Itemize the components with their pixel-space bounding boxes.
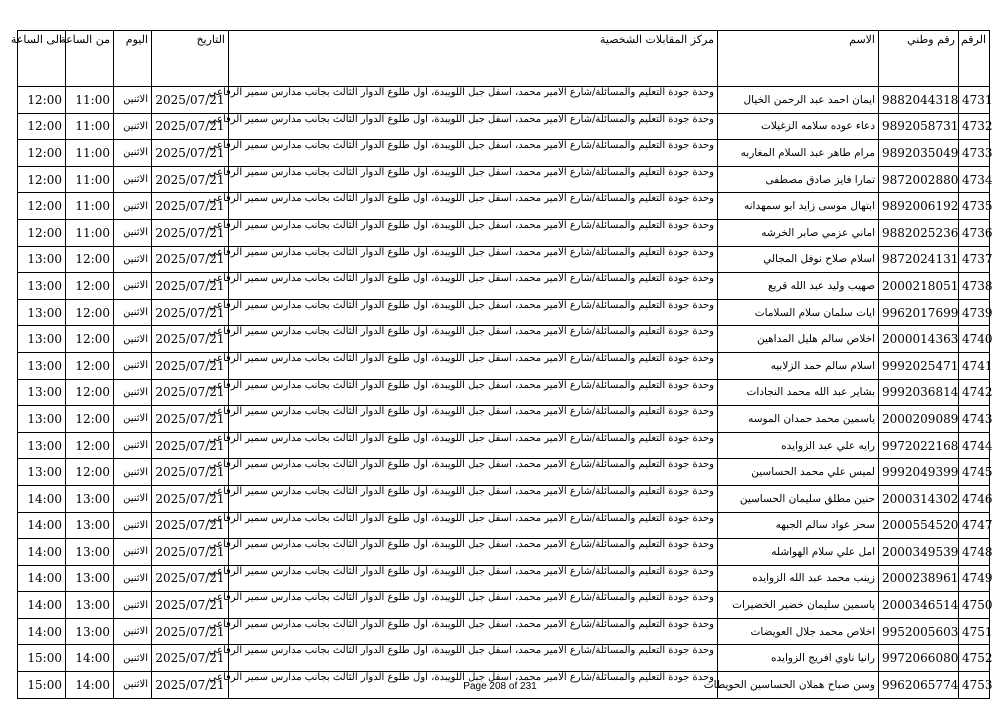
national-id-cell: 2000218051 (879, 273, 959, 300)
table-row (18, 166, 990, 193)
header-number: الرقم (959, 31, 990, 87)
day-cell: الاثنين (114, 512, 152, 539)
center-cell: وحدة جودة التعليم والمسائلة/شارع الامير محمد، اسفل جبل اللويبدة، اول طلوع الدوار الثالث بجانب مدارس سمير الرفاعي (229, 592, 718, 619)
table-row (18, 618, 990, 645)
table-row (18, 485, 990, 512)
to-time-cell: 13:00 (18, 299, 66, 326)
name-cell: اخلاص سالم هليل المداهين (718, 326, 879, 353)
name-cell: زينب محمد عبد الله الزوايده (718, 565, 879, 592)
from-time-cell: 13:00 (66, 485, 114, 512)
date-cell: 2025/07/21 (152, 406, 229, 433)
to-time-cell: 13:00 (18, 459, 66, 486)
from-time-cell: 12:00 (66, 459, 114, 486)
to-time-cell: 13:00 (18, 406, 66, 433)
national-id-cell: 2000346514 (879, 592, 959, 619)
date-cell: 2025/07/21 (152, 379, 229, 406)
date-cell: 2025/07/21 (152, 140, 229, 167)
to-time-cell: 12:00 (18, 219, 66, 246)
national-id-cell: 2000349539 (879, 539, 959, 566)
table-row (18, 406, 990, 433)
table-row (18, 193, 990, 220)
name-cell: تمارا فايز صادق مصطفى (718, 166, 879, 193)
center-cell: وحدة جودة التعليم والمسائلة/شارع الامير محمد، اسفل جبل اللويبدة، اول طلوع الدوار الثالث بجانب مدارس سمير الرفاعي (229, 618, 718, 645)
day-cell: الاثنين (114, 459, 152, 486)
day-cell: الاثنين (114, 672, 152, 699)
center-cell: وحدة جودة التعليم والمسائلة/شارع الامير محمد، اسفل جبل اللويبدة، اول طلوع الدوار الثالث بجانب مدارس سمير الرفاعي (229, 512, 718, 539)
center-cell: وحدة جودة التعليم والمسائلة/شارع الامير محمد، اسفل جبل اللويبدة، اول طلوع الدوار الثالث بجانب مدارس سمير الرفاعي (229, 193, 718, 220)
national-id-cell: 9872024131 (879, 246, 959, 273)
date-cell: 2025/07/21 (152, 512, 229, 539)
center-cell: وحدة جودة التعليم والمسائلة/شارع الامير محمد، اسفل جبل اللويبدة، اول طلوع الدوار الثالث بجانب مدارس سمير الرفاعي (229, 645, 718, 672)
day-cell: الاثنين (114, 645, 152, 672)
day-cell: الاثنين (114, 299, 152, 326)
from-time-cell: 13:00 (66, 512, 114, 539)
center-cell: وحدة جودة التعليم والمسائلة/شارع الامير محمد، اسفل جبل اللويبدة، اول طلوع الدوار الثالث بجانب مدارس سمير الرفاعي (229, 87, 718, 114)
name-cell: اخلاص محمد جلال العويضات (718, 618, 879, 645)
to-time-cell: 12:00 (18, 113, 66, 140)
date-cell: 2025/07/21 (152, 326, 229, 353)
from-time-cell: 12:00 (66, 273, 114, 300)
date-cell: 2025/07/21 (152, 592, 229, 619)
name-cell: وسن صباح هملان الحساسين الحويطات (718, 672, 879, 699)
center-cell: وحدة جودة التعليم والمسائلة/شارع الامير محمد، اسفل جبل اللويبدة، اول طلوع الدوار الثالث بجانب مدارس سمير الرفاعي (229, 246, 718, 273)
national-id-cell: 9992036814 (879, 379, 959, 406)
name-cell: رايه علي عبد الزوايده (718, 432, 879, 459)
name-cell: صهيب وليد عبد الله قريع (718, 273, 879, 300)
table-row (18, 565, 990, 592)
date-cell: 2025/07/21 (152, 459, 229, 486)
date-cell: 2025/07/21 (152, 672, 229, 699)
national-id-cell: 2000209089 (879, 406, 959, 433)
day-cell: الاثنين (114, 592, 152, 619)
date-cell: 2025/07/21 (152, 166, 229, 193)
header-day: اليوم (114, 31, 152, 87)
table-row (18, 512, 990, 539)
to-time-cell: 13:00 (18, 379, 66, 406)
to-time-cell: 13:00 (18, 432, 66, 459)
number-cell: 4733 (959, 140, 990, 167)
from-time-cell: 11:00 (66, 219, 114, 246)
table-row (18, 113, 990, 140)
table-row (18, 645, 990, 672)
center-cell: وحدة جودة التعليم والمسائلة/شارع الامير محمد، اسفل جبل اللويبدة، اول طلوع الدوار الثالث بجانب مدارس سمير الرفاعي (229, 166, 718, 193)
from-time-cell: 14:00 (66, 672, 114, 699)
table-row (18, 432, 990, 459)
number-cell: 4744 (959, 432, 990, 459)
center-cell: وحدة جودة التعليم والمسائلة/شارع الامير محمد، اسفل جبل اللويبدة، اول طلوع الدوار الثالث بجانب مدارس سمير الرفاعي (229, 485, 718, 512)
day-cell: الاثنين (114, 140, 152, 167)
from-time-cell: 13:00 (66, 539, 114, 566)
national-id-cell: 9952005603 (879, 618, 959, 645)
number-cell: 4735 (959, 193, 990, 220)
table-row (18, 219, 990, 246)
national-id-cell: 9882044318 (879, 87, 959, 114)
number-cell: 4741 (959, 352, 990, 379)
date-cell: 2025/07/21 (152, 246, 229, 273)
day-cell: الاثنين (114, 352, 152, 379)
from-time-cell: 12:00 (66, 432, 114, 459)
center-cell: وحدة جودة التعليم والمسائلة/شارع الامير محمد، اسفل جبل اللويبدة، اول طلوع الدوار الثالث بجانب مدارس سمير الرفاعي (229, 565, 718, 592)
to-time-cell: 12:00 (18, 140, 66, 167)
number-cell: 4738 (959, 273, 990, 300)
name-cell: اسلام صلاح نوفل المجالي (718, 246, 879, 273)
center-cell: وحدة جودة التعليم والمسائلة/شارع الامير محمد، اسفل جبل اللويبدة، اول طلوع الدوار الثالث بجانب مدارس سمير الرفاعي (229, 539, 718, 566)
to-time-cell: 14:00 (18, 565, 66, 592)
day-cell: الاثنين (114, 113, 152, 140)
day-cell: الاثنين (114, 379, 152, 406)
to-time-cell: 14:00 (18, 539, 66, 566)
national-id-cell: 9892058731 (879, 113, 959, 140)
national-id-cell: 9882025236 (879, 219, 959, 246)
number-cell: 4750 (959, 592, 990, 619)
date-cell: 2025/07/21 (152, 432, 229, 459)
to-time-cell: 12:00 (18, 166, 66, 193)
from-time-cell: 11:00 (66, 87, 114, 114)
to-time-cell: 14:00 (18, 592, 66, 619)
number-cell: 4749 (959, 565, 990, 592)
from-time-cell: 12:00 (66, 326, 114, 353)
header-national-id: رقم وطني (879, 31, 959, 87)
date-cell: 2025/07/21 (152, 113, 229, 140)
national-id-cell: 9992025471 (879, 352, 959, 379)
table-header-row (18, 31, 990, 87)
name-cell: ابتهال موسى زايد ابو سمهدانه (718, 193, 879, 220)
number-cell: 4734 (959, 166, 990, 193)
number-cell: 4742 (959, 379, 990, 406)
header-from-time: من الساعة (66, 31, 114, 87)
day-cell: الاثنين (114, 219, 152, 246)
day-cell: الاثنين (114, 326, 152, 353)
number-cell: 4731 (959, 87, 990, 114)
national-id-cell: 2000014363 (879, 326, 959, 353)
interview-schedule-table (10, 30, 993, 699)
header-date: التاريخ (152, 31, 229, 87)
table-row (18, 379, 990, 406)
center-cell: وحدة جودة التعليم والمسائلة/شارع الامير محمد، اسفل جبل اللويبدة، اول طلوع الدوار الثالث بجانب مدارس سمير الرفاعي (229, 113, 718, 140)
number-cell: 4736 (959, 219, 990, 246)
name-cell: بشاير عبد الله محمد النجادات (718, 379, 879, 406)
number-cell: 4739 (959, 299, 990, 326)
from-time-cell: 11:00 (66, 193, 114, 220)
name-cell: مرام طاهر عبد السلام المغاربه (718, 140, 879, 167)
to-time-cell: 14:00 (18, 485, 66, 512)
header-name: الاسم (718, 31, 879, 87)
day-cell: الاثنين (114, 618, 152, 645)
from-time-cell: 12:00 (66, 299, 114, 326)
to-time-cell: 13:00 (18, 273, 66, 300)
to-time-cell: 14:00 (18, 618, 66, 645)
date-cell: 2025/07/21 (152, 352, 229, 379)
center-cell: وحدة جودة التعليم والمسائلة/شارع الامير محمد، اسفل جبل اللويبدة، اول طلوع الدوار الثالث بجانب مدارس سمير الرفاعي (229, 459, 718, 486)
center-cell: وحدة جودة التعليم والمسائلة/شارع الامير محمد، اسفل جبل اللويبدة، اول طلوع الدوار الثالث بجانب مدارس سمير الرفاعي (229, 352, 718, 379)
number-cell: 4748 (959, 539, 990, 566)
national-id-cell: 9892006192 (879, 193, 959, 220)
date-cell: 2025/07/21 (152, 645, 229, 672)
to-time-cell: 12:00 (18, 193, 66, 220)
name-cell: ايات سلمان سلام السلامات (718, 299, 879, 326)
name-cell: ياسمين محمد حمدان الموسه (718, 406, 879, 433)
day-cell: الاثنين (114, 273, 152, 300)
national-id-cell: 9962017699 (879, 299, 959, 326)
date-cell: 2025/07/21 (152, 193, 229, 220)
number-cell: 4747 (959, 512, 990, 539)
number-cell: 4740 (959, 326, 990, 353)
from-time-cell: 11:00 (66, 113, 114, 140)
table-row (18, 539, 990, 566)
national-id-cell: 9972066080 (879, 645, 959, 672)
number-cell: 4737 (959, 246, 990, 273)
number-cell: 4745 (959, 459, 990, 486)
from-time-cell: 11:00 (66, 166, 114, 193)
national-id-cell: 9962065774 (879, 672, 959, 699)
table-row (18, 592, 990, 619)
name-cell: لميس علي محمد الحساسين (718, 459, 879, 486)
day-cell: الاثنين (114, 565, 152, 592)
center-cell: وحدة جودة التعليم والمسائلة/شارع الامير محمد، اسفل جبل اللويبدة، اول طلوع الدوار الثالث بجانب مدارس سمير الرفاعي (229, 140, 718, 167)
date-cell: 2025/07/21 (152, 87, 229, 114)
day-cell: الاثنين (114, 539, 152, 566)
day-cell: الاثنين (114, 432, 152, 459)
to-time-cell: 13:00 (18, 352, 66, 379)
header-to-time: الى الساعة (18, 31, 66, 87)
day-cell: الاثنين (114, 166, 152, 193)
day-cell: الاثنين (114, 87, 152, 114)
table-row (18, 459, 990, 486)
table-body (18, 87, 993, 699)
number-cell: 4743 (959, 406, 990, 433)
number-cell: 4746 (959, 485, 990, 512)
from-time-cell: 12:00 (66, 246, 114, 273)
day-cell: الاثنين (114, 193, 152, 220)
national-id-cell: 2000554520 (879, 512, 959, 539)
name-cell: اسلام سالم حمد الزلابيه (718, 352, 879, 379)
page-number: Page 208 of 231 (463, 681, 537, 692)
day-cell: الاثنين (114, 485, 152, 512)
name-cell: ايمان احمد عبد الرحمن الخيال (718, 87, 879, 114)
name-cell: رانيا ناوي افريج الزوايده (718, 645, 879, 672)
to-time-cell: 14:00 (18, 512, 66, 539)
from-time-cell: 14:00 (66, 645, 114, 672)
national-id-cell: 9992049399 (879, 459, 959, 486)
name-cell: اماني عزمي صابر الخرشه (718, 219, 879, 246)
date-cell: 2025/07/21 (152, 299, 229, 326)
date-cell: 2025/07/21 (152, 485, 229, 512)
from-time-cell: 12:00 (66, 406, 114, 433)
date-cell: 2025/07/21 (152, 539, 229, 566)
date-cell: 2025/07/21 (152, 565, 229, 592)
name-cell: حنين مطلق سليمان الحساسين (718, 485, 879, 512)
table-row (18, 87, 990, 114)
day-cell: الاثنين (114, 246, 152, 273)
center-cell: وحدة جودة التعليم والمسائلة/شارع الامير محمد، اسفل جبل اللويبدة، اول طلوع الدوار الثالث بجانب مدارس سمير الرفاعي (229, 379, 718, 406)
number-cell: 4753 (959, 672, 990, 699)
to-time-cell: 15:00 (18, 645, 66, 672)
table-row (18, 299, 990, 326)
name-cell: دعاء عوده سلامه الزغيلات (718, 113, 879, 140)
header-center: مركز المقابلات الشخصية (229, 31, 718, 87)
national-id-cell: 2000314302 (879, 485, 959, 512)
from-time-cell: 12:00 (66, 352, 114, 379)
center-cell: وحدة جودة التعليم والمسائلة/شارع الامير محمد، اسفل جبل اللويبدة، اول طلوع الدوار الثالث بجانب مدارس سمير الرفاعي (229, 299, 718, 326)
from-time-cell: 13:00 (66, 592, 114, 619)
center-cell: وحدة جودة التعليم والمسائلة/شارع الامير محمد، اسفل جبل اللويبدة، اول طلوع الدوار الثالث بجانب مدارس سمير الرفاعي (229, 273, 718, 300)
to-time-cell: 13:00 (18, 326, 66, 353)
to-time-cell: 15:00 (18, 672, 66, 699)
to-time-cell: 12:00 (18, 87, 66, 114)
table-row (18, 246, 990, 273)
number-cell: 4751 (959, 618, 990, 645)
from-time-cell: 11:00 (66, 140, 114, 167)
number-cell: 4732 (959, 113, 990, 140)
day-cell: الاثنين (114, 406, 152, 433)
name-cell: امل علي سلام الهواشله (718, 539, 879, 566)
from-time-cell: 12:00 (66, 379, 114, 406)
national-id-cell: 2000238961 (879, 565, 959, 592)
center-cell: وحدة جودة التعليم والمسائلة/شارع الامير محمد، اسفل جبل اللويبدة، اول طلوع الدوار الثالث بجانب مدارس سمير الرفاعي (229, 326, 718, 353)
table-row (18, 140, 990, 167)
date-cell: 2025/07/21 (152, 618, 229, 645)
date-cell: 2025/07/21 (152, 219, 229, 246)
name-cell: سحر عواد سالم الجبهه (718, 512, 879, 539)
name-cell: ياسمين سليمان خضير الخضيرات (718, 592, 879, 619)
national-id-cell: 9872002880 (879, 166, 959, 193)
table-row (18, 273, 990, 300)
table-row (18, 326, 990, 353)
table-row (18, 352, 990, 379)
number-cell: 4752 (959, 645, 990, 672)
from-time-cell: 13:00 (66, 565, 114, 592)
national-id-cell: 9892035049 (879, 140, 959, 167)
date-cell: 2025/07/21 (152, 273, 229, 300)
national-id-cell: 9972022168 (879, 432, 959, 459)
center-cell: وحدة جودة التعليم والمسائلة/شارع الامير محمد، اسفل جبل اللويبدة، اول طلوع الدوار الثالث بجانب مدارس سمير الرفاعي (229, 219, 718, 246)
center-cell: وحدة جودة التعليم والمسائلة/شارع الامير محمد، اسفل جبل اللويبدة، اول طلوع الدوار الثالث بجانب مدارس سمير الرفاعي (229, 432, 718, 459)
center-cell: وحدة جودة التعليم والمسائلة/شارع الامير محمد، اسفل جبل اللويبدة، اول طلوع الدوار الثالث بجانب مدارس سمير الرفاعي (229, 406, 718, 433)
to-time-cell: 13:00 (18, 246, 66, 273)
from-time-cell: 13:00 (66, 618, 114, 645)
center-cell: وحدة جودة التعليم والمسائلة/شارع الامير محمد، اسفل جبل اللويبدة، اول طلوع الدوار الثالث بجانب مدارس سمير الرفاعي (229, 672, 718, 699)
